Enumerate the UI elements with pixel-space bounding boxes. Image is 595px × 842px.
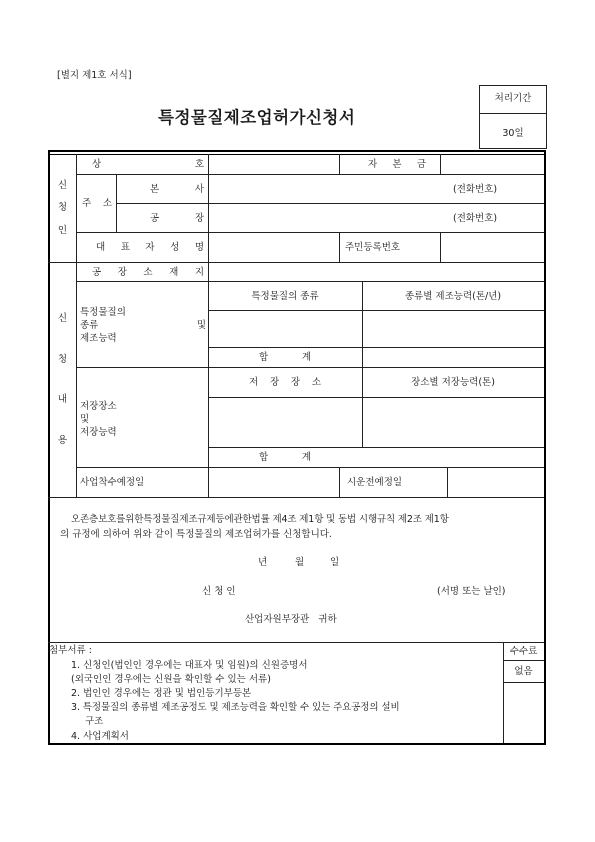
processing-period-box	[479, 85, 547, 149]
applicant-section-label: 신 청 인	[57, 179, 68, 236]
trial-run-date-label: 시운전예정일	[347, 477, 403, 488]
capital-field[interactable]	[442, 156, 542, 173]
factory-location-field[interactable]	[210, 264, 542, 280]
representative-name-field[interactable]	[210, 234, 337, 261]
capital-label: 자 본 금	[368, 159, 426, 170]
trade-name-field[interactable]	[210, 156, 337, 173]
attachment-item: 2. 법인인 경우에는 정관 및 법인등기부등본	[71, 688, 252, 699]
trial-run-date-field[interactable]	[449, 469, 542, 496]
form-number-label: [별지 제1호 서식]	[57, 70, 132, 81]
substance-type-header: 특정물질의 종류	[251, 291, 319, 302]
declaration-text-line2: 의 규정에 의하여 위와 같이 특정물질의 제조업허가를 신청합니다.	[60, 529, 332, 540]
capacity-by-place-header: 장소별 저장능력(톤)	[411, 377, 495, 388]
capacity-by-type-field[interactable]	[364, 312, 542, 346]
capacity-total-label: 합 계	[259, 352, 311, 363]
capacity-by-type-header: 종류별 제조능력(톤/년)	[404, 291, 502, 302]
substance-type-field[interactable]	[210, 312, 361, 346]
applicant-signature-label: 신 청 인	[202, 586, 236, 597]
date-year-label: 년	[258, 557, 268, 568]
head-office-address-field[interactable]	[210, 176, 440, 202]
manufacturing-capacity-label: 특정물질의 종류 및 제조능력	[80, 307, 206, 344]
head-office-phone-hint: (전화번호)	[453, 184, 498, 195]
application-section-label: 신 청 내 용	[57, 313, 68, 446]
fee-label: 수수료	[509, 646, 538, 657]
addressee-label: 산업자원부장관 귀하	[245, 614, 337, 625]
date-month-label: 월	[295, 557, 305, 568]
form-title: 특정물질제조업허가신청서	[158, 108, 356, 127]
applicant-signature-field[interactable]	[250, 582, 430, 600]
attachment-item: 3. 특정물질의 종류별 제조공정도 및 제조능력을 확인할 수 있는 주요공정의 설비	[71, 702, 400, 713]
processing-period-label: 처리기간	[494, 93, 532, 104]
fee-value: 없음	[514, 666, 533, 677]
head-office-label: 본 사	[150, 184, 204, 195]
attachment-item: 1. 신청인(법인인 경우에는 대표자 및 임원)의 신원증명서	[71, 660, 308, 671]
factory-location-label: 공 장 소 재 지	[92, 267, 204, 278]
attachment-item: 4. 사업계획서	[71, 731, 129, 742]
factory-label: 공 장	[150, 213, 204, 224]
factory-address-field[interactable]	[210, 205, 440, 231]
attachments-header: 첨부서류 :	[49, 645, 92, 656]
attachment-item: (외국인인 경우에는 신원을 확인할 수 있는 서류)	[71, 674, 271, 685]
capacity-total-field[interactable]	[364, 349, 542, 366]
processing-period-value: 30일	[502, 128, 524, 139]
capacity-by-place-field[interactable]	[364, 399, 542, 446]
declaration-text-line1: 오존층보호를위한특정물질제조규제등에관한법률 제4조 제1항 및 동법 시행규칙 제2조 제1항	[71, 514, 449, 525]
storage-capacity-label: 저장장소 및 저장능력	[80, 401, 117, 438]
resident-number-label: 주민등록번호	[345, 242, 401, 253]
storage-total-field[interactable]	[364, 449, 542, 466]
storage-place-header: 저 장 장 소	[249, 377, 321, 388]
storage-total-label: 합 계	[259, 452, 311, 463]
storage-place-field[interactable]	[210, 399, 361, 446]
address-label: 주 소	[82, 198, 112, 209]
factory-phone-hint: (전화번호)	[453, 213, 498, 224]
representative-name-label: 대 표 자 성 명	[96, 242, 204, 253]
signature-hint: (서명 또는 날인)	[437, 586, 506, 597]
attachment-item: 구조	[85, 716, 104, 727]
trade-name-label: 상 호	[92, 159, 204, 170]
date-day-label: 일	[330, 557, 340, 568]
resident-number-field[interactable]	[442, 234, 542, 261]
business-start-date-field[interactable]	[210, 469, 338, 496]
business-start-date-label: 사업착수예정일	[80, 477, 145, 488]
